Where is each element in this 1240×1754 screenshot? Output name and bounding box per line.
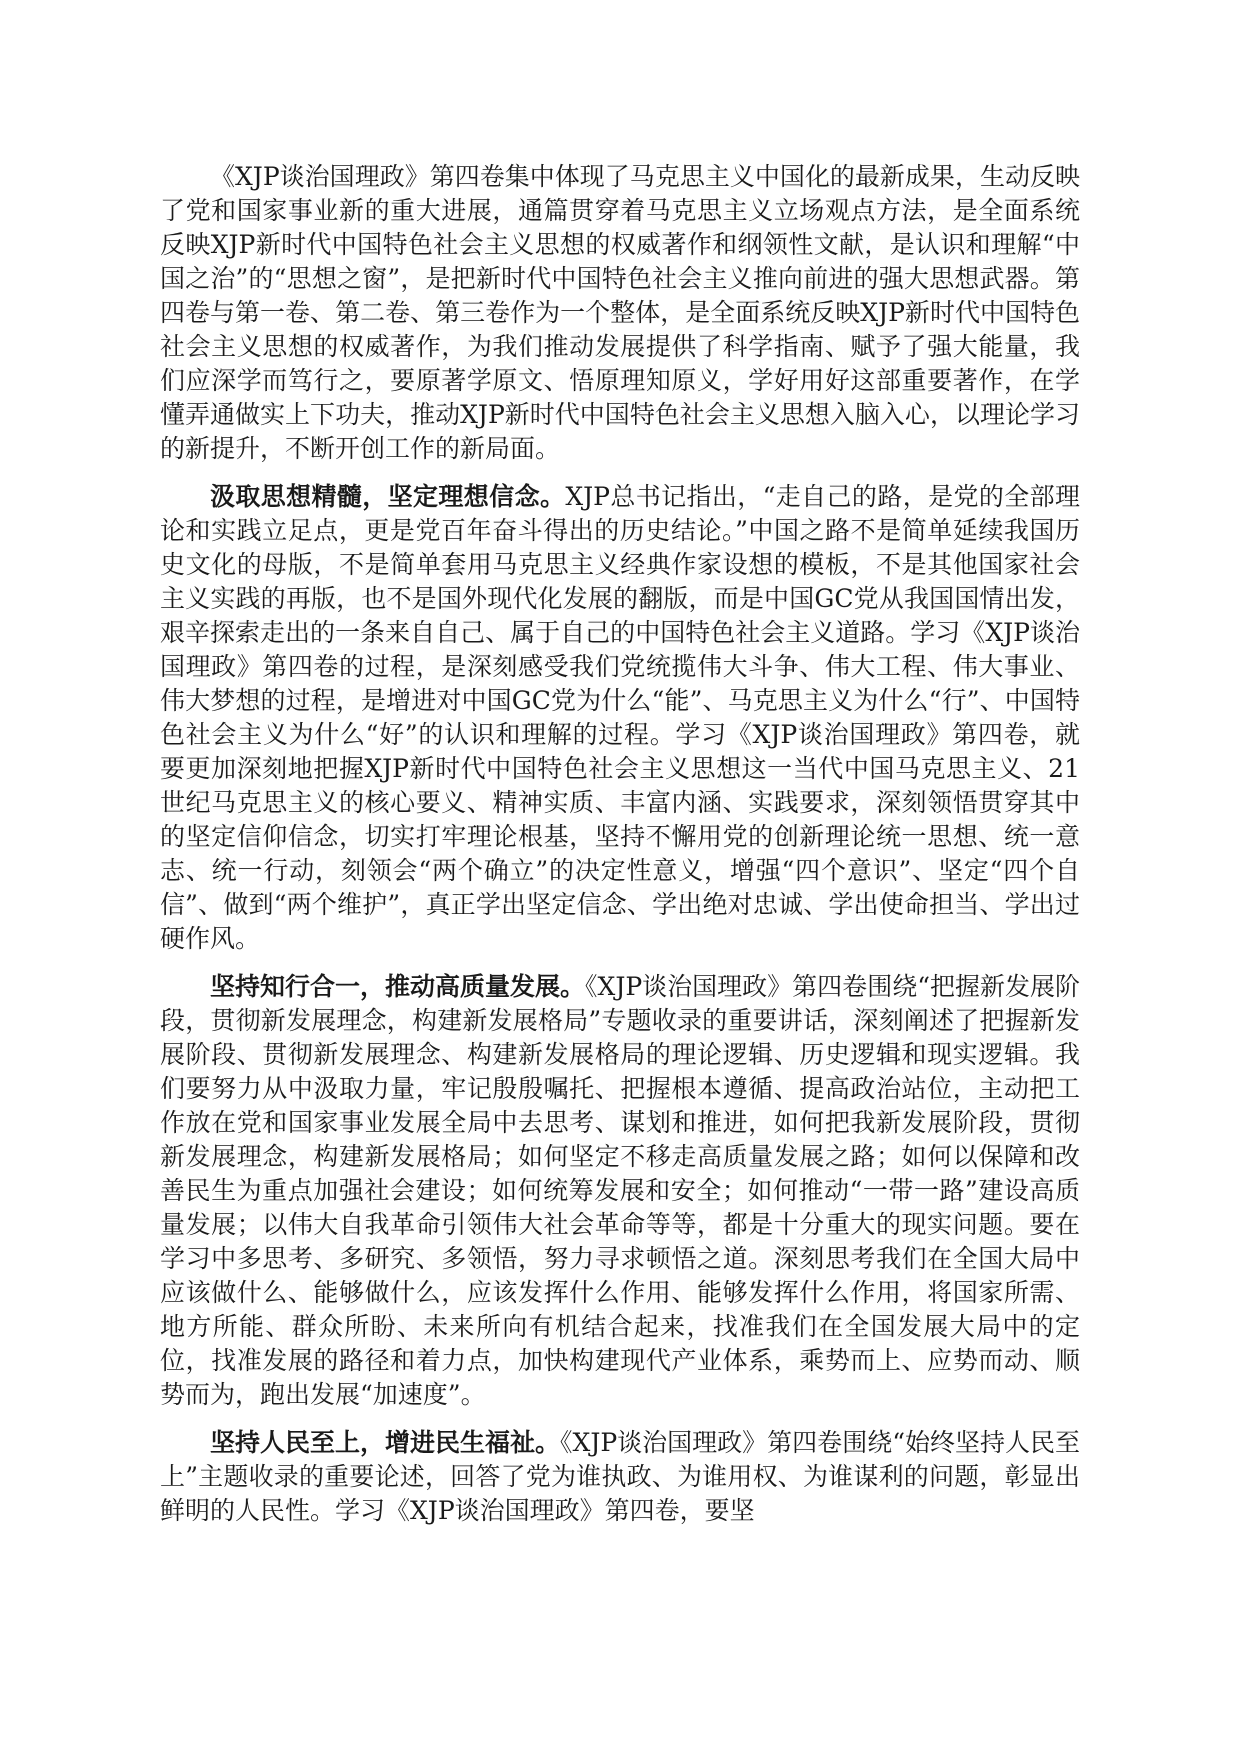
development-paragraph (160, 970, 1080, 1412)
document-page (160, 160, 1080, 1542)
paragraph-body: 《XJP谈治国理政》第四卷集中体现了马克思主义中国化的最新成果，生动反映了党和国家事业新的重大进展，通篇贯穿着马克思主义立场观点方法，是全面系统反映XJP新时代中国特色社会主义思想的权威著作和纲领性文献，是认识和理解“中国之治”的“思想之窗”，是把新时代中国特色社会主义推向前进的强大思想武器。第四卷与第一卷、第二卷、第三卷作为一个整体，是全面系统反映XJP新时代中国特色社会主义思想的权威著作，为我们推动发展提供了科学指南、赋予了强大能量，我们应深学而笃行之，要原著学原文、悟原理知原义，学好用好这部重要著作，在学懂弄通做实上下功夫，推动XJP新时代中国特色社会主义思想入脑入心，以理论学习的新提升，不断开创工作的新局面。 (160, 162, 1080, 463)
intro-paragraph (160, 160, 1080, 466)
paragraph-body: 《XJP谈治国理政》第四卷围绕“始终坚持人民至上”主题收录的重要论述，回答了党为谁执政、为谁用权、为谁谋利的问题，彰显出鲜明的人民性。学习《XJP谈治国理政》第四卷，要坚 (160, 1428, 1080, 1525)
paragraph-body: 《XJP谈治国理政》第四卷围绕“把握新发展阶段，贯彻新发展理念，构建新发展格局”专题收录的重要讲话，深刻阐述了把握新发展阶段、贯彻新发展理念、构建新发展格局的理论逻辑、历史逻辑和现实逻辑。我们要努力从中汲取力量，牢记殷殷嘱托、把握根本遵循、提高政治站位，主动把工作放在党和国家事业发展全局中去思考、谋划和推进，如何把我新发展阶段，贯彻新发展理念，构建新发展格局；如何坚定不移走高质量发展之路；如何以保障和改善民生为重点加强社会建设；如何统筹发展和安全；如何推动“一带一路”建设高质量发展；以伟大自我革命引领伟大社会革命等等，都是十分重大的现实问题。要在学习中多思考、多研究、多领悟，努力寻求顿悟之道。深刻思考我们在全国大局中应该做什么、能够做什么，应该发挥什么作用、能够发挥什么作用，将国家所需、地方所能、群众所盼、未来所向有机结合起来，找准我们在全国发展大局中的定位，找准发展的路径和着力点，加快构建现代产业体系，乘势而上、应势而动、顺势而为，跑出发展“加速度”。 (160, 972, 1080, 1409)
paragraph-body: XJP总书记指出，“走自己的路，是党的全部理论和实践立足点，更是党百年奋斗得出的历史结论。”中国之路不是简单延续我国历史文化的母版，不是简单套用马克思主义经典作家设想的模板，不是其他国家社会主义实践的再版，也不是国外现代化发展的翻版，而是中国GC党从我国国情出发，艰辛探索走出的一条来自自己、属于自己的中国特色社会主义道路。学习《XJP谈治国理政》第四卷的过程，是深刻感受我们党统揽伟大斗争、伟大工程、伟大事业、伟大梦想的过程，是增进对中国GC党为什么“能”、马克思主义为什么“行”、中国特色社会主义为什么“好”的认识和理解的过程。学习《XJP谈治国理政》第四卷，就要更加深刻地把握XJP新时代中国特色社会主义思想这一当代中国马克思主义、21世纪马克思主义的核心要义、精神实质、丰富内涵、实践要求，深刻领悟贯穿其中的坚定信仰信念，切实打牢理论根基，坚持不懈用党的创新理论统一思想、统一意志、统一行动，刻领会“两个确立”的决定性意义，增强“四个意识”、坚定“四个自信”、做到“两个维护”，真正学出坚定信念、学出绝对忠诚、学出使命担当、学出过硬作风。 (160, 482, 1080, 953)
people-paragraph (160, 1426, 1080, 1528)
paragraph-lead: 坚持人民至上，增进民生福祉。 (210, 1428, 561, 1457)
paragraph-lead: 汲取思想精髓，坚定理想信念。 (210, 482, 566, 511)
ideals-paragraph (160, 480, 1080, 956)
paragraph-lead: 坚持知行合一，推动高质量发展。 (210, 972, 586, 1001)
